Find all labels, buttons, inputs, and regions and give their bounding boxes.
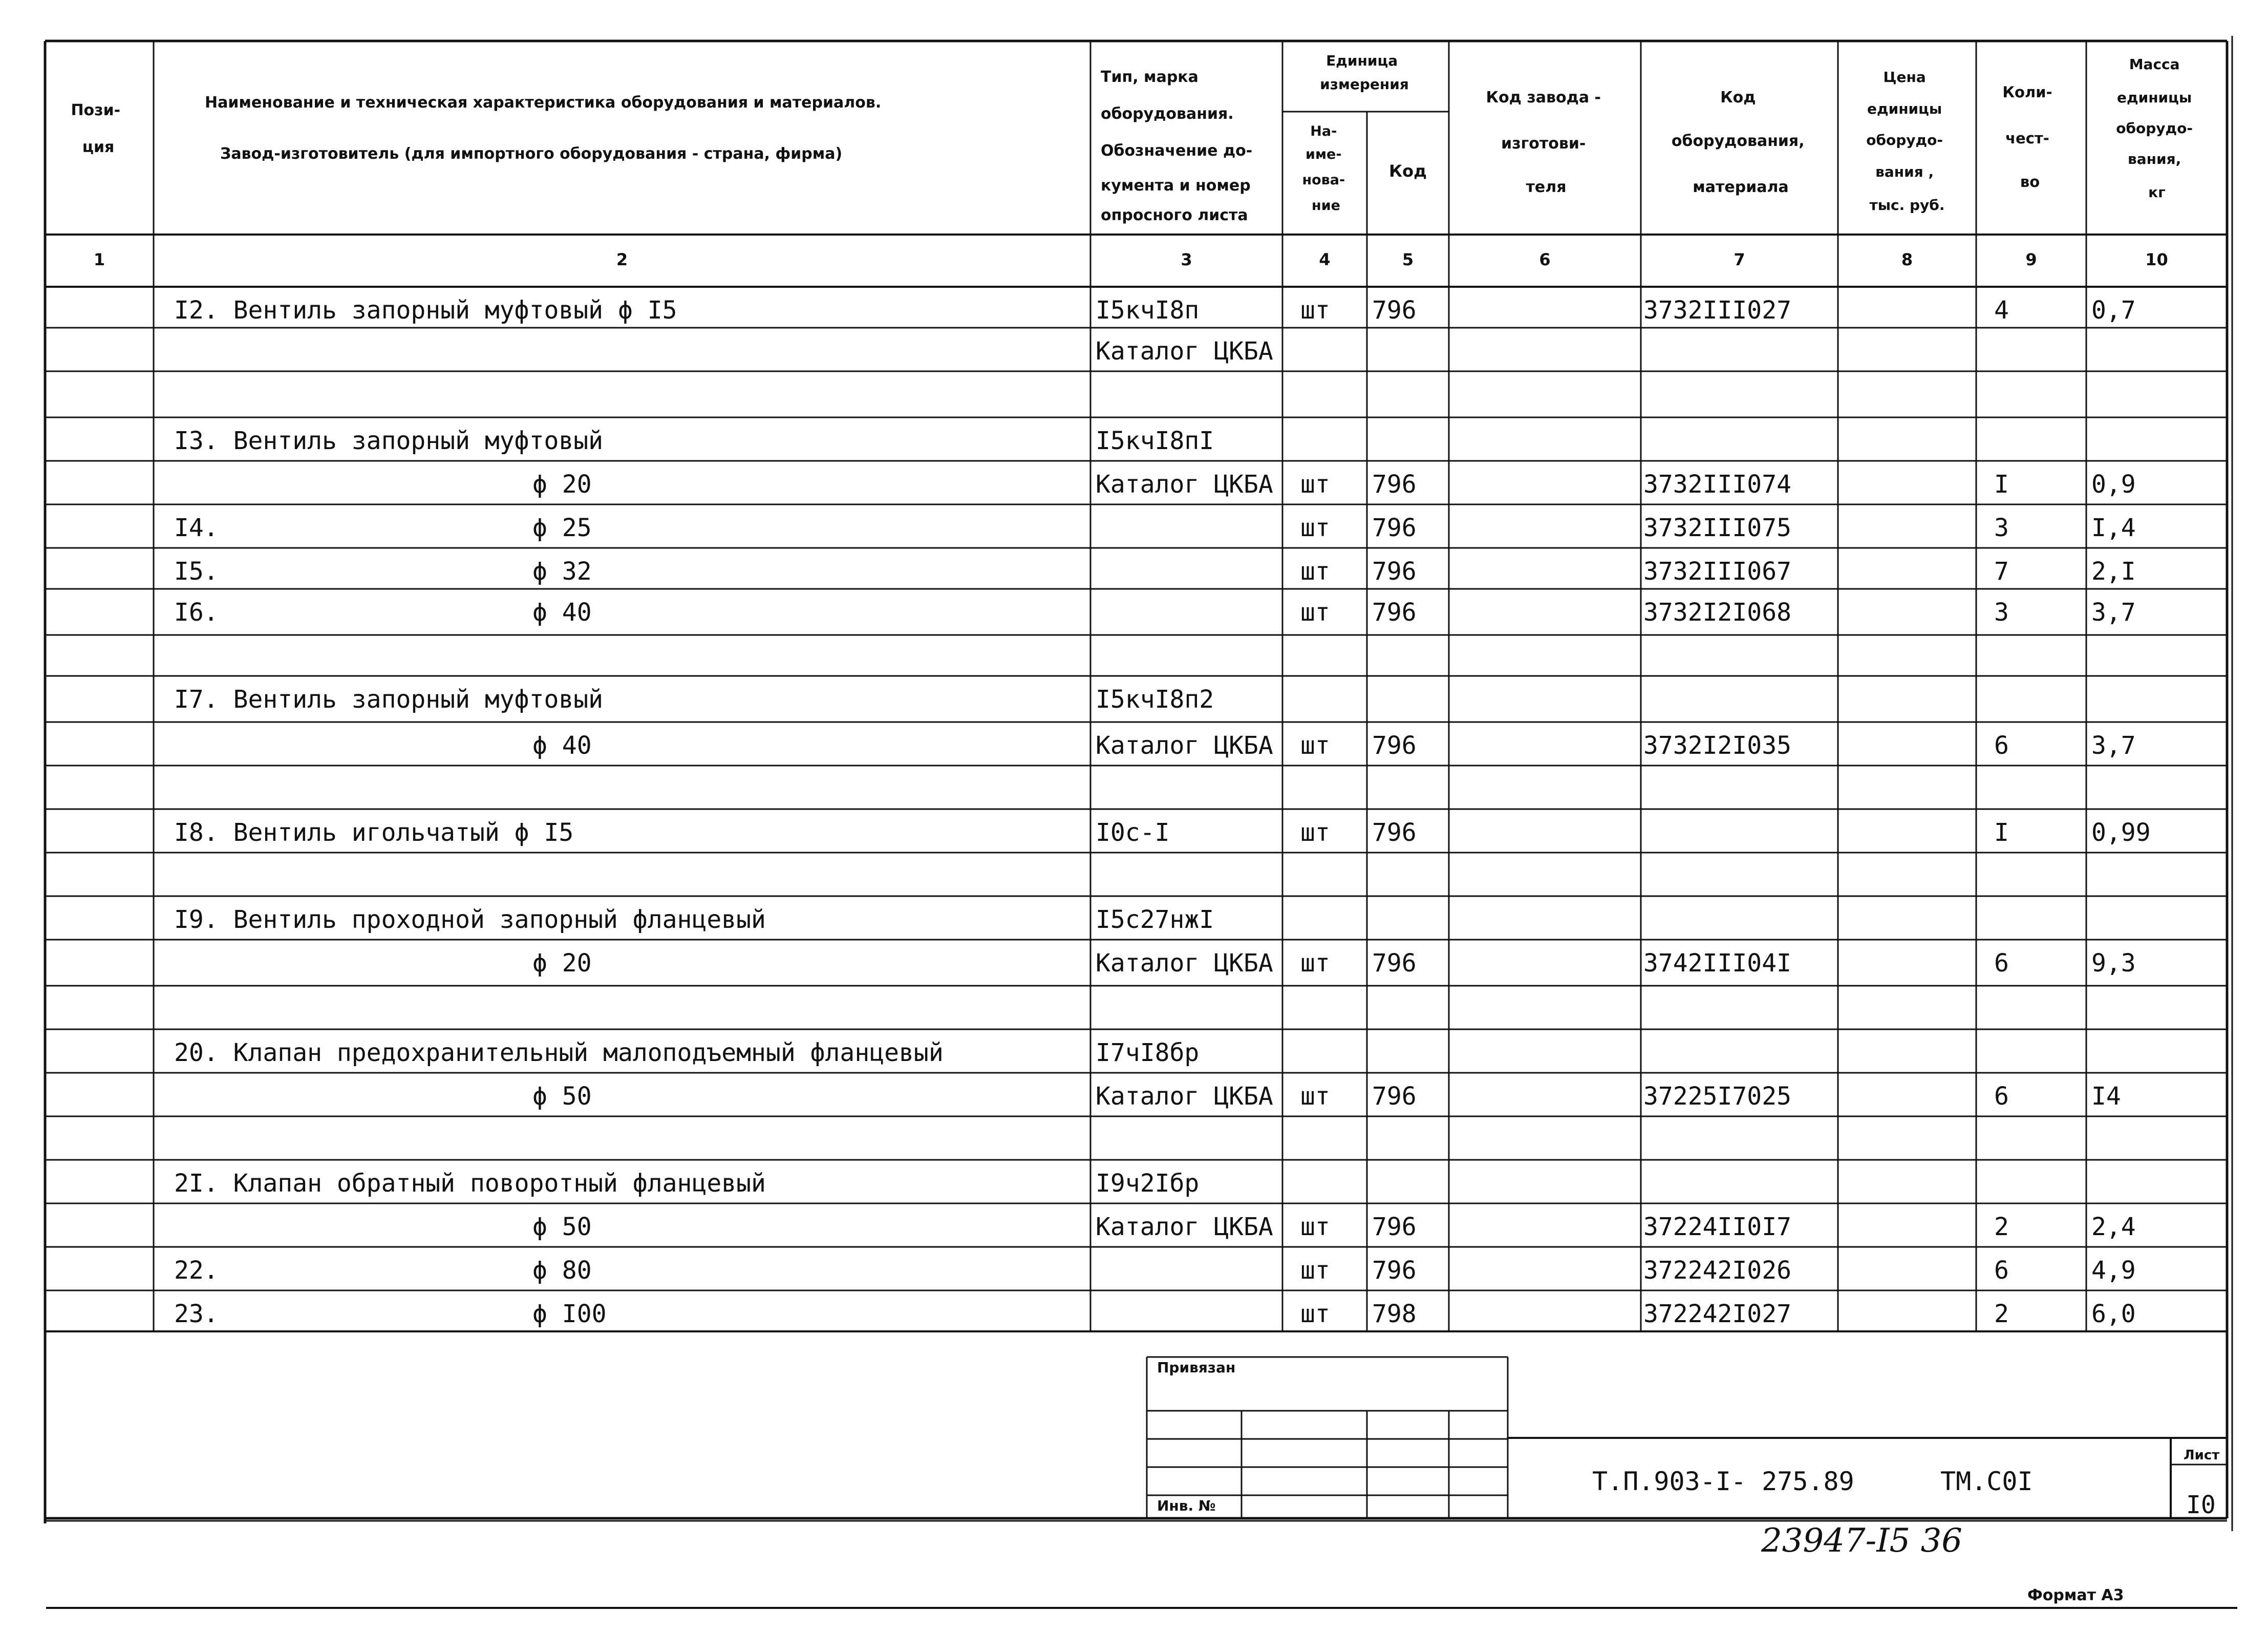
item-name: I2. Вентиль запорный муфтовый ϕ I5	[174, 296, 677, 325]
item-quantity: 2	[1994, 1213, 2009, 1241]
item-unit-code: 796	[1372, 949, 1417, 978]
item-size: ϕ 50	[532, 1213, 592, 1241]
item-name: 23.	[174, 1300, 219, 1328]
item-size: ϕ 32	[532, 557, 592, 586]
item-unit: шт	[1300, 598, 1330, 627]
column-number: 5	[1402, 250, 1414, 269]
item-quantity: 6	[1994, 1256, 2009, 1285]
item-unit-code: 796	[1372, 818, 1417, 847]
column-number: 4	[1319, 250, 1331, 269]
item-name: I8. Вентиль игольчатый ϕ I5	[174, 818, 574, 847]
item-type: I5с27нжI	[1096, 905, 1214, 934]
item-mass: 0,7	[2091, 296, 2136, 325]
item-name: I7. Вентиль запорный муфтовый	[174, 685, 604, 714]
column-number: 3	[1181, 250, 1192, 269]
header-unit-group: Единица измерения	[1320, 52, 1409, 93]
document-code: Т.П.903-I- 275.89	[1592, 1467, 1854, 1496]
item-type: Каталог ЦКБА	[1096, 1213, 1273, 1241]
item-mass: 2,I	[2091, 557, 2136, 586]
item-quantity: 7	[1994, 557, 2009, 586]
table-header	[71, 52, 2197, 224]
sheet-number: I0	[2186, 1491, 2216, 1519]
header-col8: Цена единицы оборудо- вания , тыс. руб.	[1866, 69, 1945, 214]
item-mass: 4,9	[2091, 1256, 2136, 1285]
column-number: 6	[1539, 250, 1551, 269]
column-number: 1	[93, 250, 105, 269]
item-unit: шт	[1300, 557, 1330, 586]
item-mass: I4	[2091, 1082, 2121, 1111]
item-type: Каталог ЦКБА	[1096, 337, 1273, 366]
sheet-label: Лист	[2184, 1448, 2220, 1463]
item-name: I6.	[174, 598, 219, 627]
item-type: Каталог ЦКБА	[1096, 470, 1273, 499]
item-quantity: 3	[1994, 598, 2009, 627]
item-quantity: 2	[1994, 1300, 2009, 1328]
item-unit-code: 796	[1372, 1213, 1417, 1241]
column-number: 9	[2025, 250, 2037, 269]
stamp-privyazan: Привязан	[1157, 1359, 1236, 1376]
item-size: ϕ 50	[532, 1082, 592, 1111]
item-name: 22.	[174, 1256, 219, 1285]
item-equipment-code: 3732III075	[1643, 514, 1791, 542]
header-col9: Коли- чест- во	[2002, 83, 2052, 190]
item-unit: шт	[1300, 1256, 1330, 1285]
header-col6: Код завода - изготови- теля	[1486, 89, 1601, 196]
item-equipment-code: 3742III04I	[1643, 949, 1791, 978]
header-col3: Тип, марка оборудования. Обозначение до- кумента и номер опросного листа	[1101, 68, 1253, 224]
item-quantity: I	[1994, 470, 2009, 499]
item-type: I5кчI8п	[1096, 296, 1200, 325]
stamp-inv-no: Инв. №	[1157, 1497, 1216, 1514]
item-unit: шт	[1300, 731, 1330, 760]
handwritten-number: 23947-I5 36	[1761, 1522, 1962, 1560]
item-name: I3. Вентиль запорный муфтовый	[174, 427, 604, 455]
item-equipment-code: 372242I026	[1643, 1256, 1791, 1285]
item-type: I5кчI8п2	[1096, 685, 1214, 714]
column-number: 2	[616, 250, 628, 269]
item-unit-code: 798	[1372, 1300, 1417, 1328]
header-col10: Масса единицы оборудо- вания, кг	[2116, 56, 2193, 201]
item-unit-code: 796	[1372, 514, 1417, 542]
item-equipment-code: 3732I2I068	[1643, 598, 1791, 627]
item-type: Каталог ЦКБА	[1096, 1082, 1273, 1111]
item-mass: 0,9	[2091, 470, 2136, 499]
item-equipment-code: 3732III027	[1643, 296, 1791, 325]
item-mass: 0,99	[2091, 818, 2151, 847]
column-number: 10	[2145, 250, 2168, 269]
item-quantity: 4	[1994, 296, 2009, 325]
item-unit: шт	[1300, 470, 1330, 499]
item-unit: шт	[1300, 1082, 1330, 1111]
item-size: ϕ 40	[532, 731, 592, 760]
item-unit: шт	[1300, 1213, 1330, 1241]
item-unit-code: 796	[1372, 1082, 1417, 1111]
item-unit: шт	[1300, 296, 1330, 325]
item-type: I9ч2Iбр	[1096, 1169, 1200, 1198]
item-name: I4.	[174, 514, 219, 542]
item-unit-code: 796	[1372, 557, 1417, 586]
item-type: I7чI8бр	[1096, 1038, 1200, 1067]
item-unit: шт	[1300, 514, 1330, 542]
header-col4: На- име- нова- ние	[1302, 123, 1345, 214]
item-unit: шт	[1300, 818, 1330, 847]
item-size: ϕ 20	[532, 949, 592, 978]
item-quantity: 6	[1994, 1082, 2009, 1111]
header-col1: Пози- ция	[71, 101, 121, 156]
item-size: ϕ 20	[532, 470, 592, 499]
item-equipment-code: 37224II0I7	[1643, 1213, 1791, 1241]
column-number: 7	[1734, 250, 1745, 269]
item-type: Каталог ЦКБА	[1096, 731, 1273, 760]
item-unit: шт	[1300, 949, 1330, 978]
item-quantity: 6	[1994, 731, 2009, 760]
item-mass: 9,3	[2091, 949, 2136, 978]
item-equipment-code: 3732I2I035	[1643, 731, 1791, 760]
item-type: I0с-I	[1096, 818, 1170, 847]
column-number: 8	[1901, 250, 1913, 269]
item-mass: 3,7	[2091, 598, 2136, 627]
item-unit: шт	[1300, 1300, 1330, 1328]
header-col5: Код	[1389, 161, 1427, 181]
header-col2: Наименование и техническая характеристика оборудования и материалов. Завод-изготовитель (для импортного оборудования - страна, фирма)	[205, 94, 882, 163]
item-quantity: 3	[1994, 514, 2009, 542]
item-unit-code: 796	[1372, 731, 1417, 760]
item-quantity: I	[1994, 818, 2009, 847]
table-body	[174, 296, 2151, 1328]
format-label: Формат А3	[2027, 1586, 2124, 1604]
item-size: ϕ 40	[532, 598, 592, 627]
item-name: 20. Клапан предохранительный малоподъемный фланцевый	[174, 1038, 944, 1067]
column-numbers	[94, 250, 2168, 269]
item-unit-code: 796	[1372, 598, 1417, 627]
header-col7: Код оборудования, материала	[1671, 89, 1805, 196]
item-name: I5.	[174, 557, 219, 586]
item-unit-code: 796	[1372, 470, 1417, 499]
item-unit-code: 796	[1372, 1256, 1417, 1285]
item-quantity: 6	[1994, 949, 2009, 978]
item-unit-code: 796	[1372, 296, 1417, 325]
item-size: ϕ 25	[532, 514, 592, 542]
item-size: ϕ 80	[532, 1256, 592, 1285]
item-mass: I,4	[2091, 514, 2136, 542]
item-equipment-code: 37225I7025	[1643, 1082, 1791, 1111]
item-mass: 2,4	[2091, 1213, 2136, 1241]
item-equipment-code: 3732III074	[1643, 470, 1791, 499]
item-mass: 6,0	[2091, 1300, 2136, 1328]
item-name: 2I. Клапан обратный поворотный фланцевый	[174, 1169, 766, 1198]
item-size: ϕ I00	[532, 1300, 607, 1328]
sheet-code: ТМ.С0I	[1940, 1467, 2033, 1496]
item-mass: 3,7	[2091, 731, 2136, 760]
item-name: I9. Вентиль проходной запорный фланцевый	[174, 905, 766, 934]
item-type: I5кчI8пI	[1096, 427, 1214, 455]
item-equipment-code: 3732III067	[1643, 557, 1791, 586]
item-equipment-code: 372242I027	[1643, 1300, 1791, 1328]
item-type: Каталог ЦКБА	[1096, 949, 1273, 978]
